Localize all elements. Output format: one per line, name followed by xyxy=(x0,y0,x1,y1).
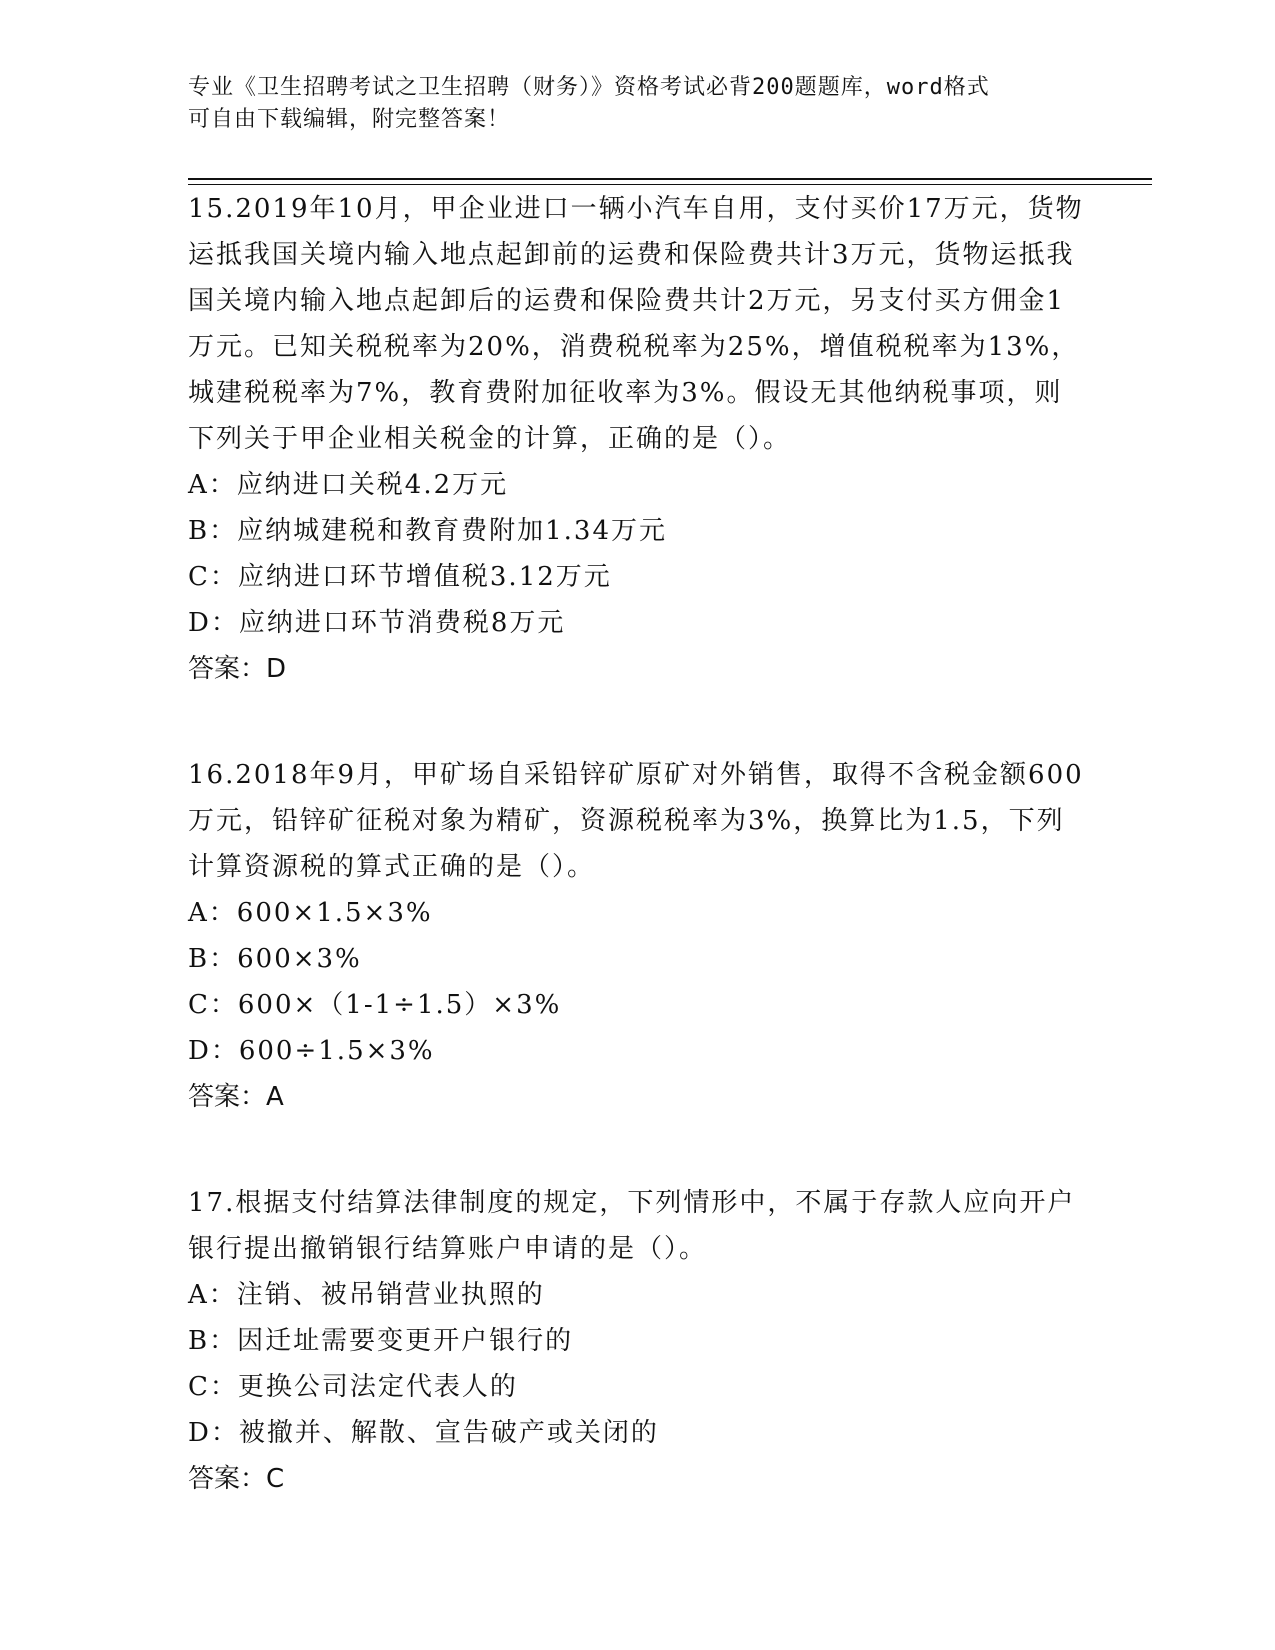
option-b: B：600×3% xyxy=(188,944,362,974)
header-line-2: 可自由下载编辑，附完整答案！ xyxy=(188,107,511,132)
option-c: C：更换公司法定代表人的 xyxy=(188,1372,518,1402)
question-spacer xyxy=(188,692,1088,752)
header-line-1: 专业《卫生招聘考试之卫生招聘（财务）》资格考试必背200题题库，word格式 xyxy=(188,75,990,100)
question-15 xyxy=(188,186,1088,692)
option-c: C：600×（1-1÷1.5）×3% xyxy=(188,990,562,1020)
answer-line: 答案：A xyxy=(188,1082,284,1112)
question-stem: 15.2019年10月，甲企业进口一辆小汽车自用，支付买价17万元，货物运抵我国关境内输入地点起卸前的运费和保险费共计3万元，货物运抵我国关境内输入地点起卸后的运费和保险费共计2万元，另支付买方佣金1万元。已知关税税率为20%，消费税税率为25%，增值税税率为13%，城建税税率为7%，教育费附加征收率为3%。假设无其他纳税事项，则下列关于甲企业相关税金的计算，正确的是（）。 xyxy=(188,194,1084,454)
header-divider-thin xyxy=(188,184,1152,185)
option-a: A：注销、被吊销营业执照的 xyxy=(188,1280,545,1310)
answer-line: 答案：D xyxy=(188,654,287,684)
option-a: A：应纳进口关税4.2万元 xyxy=(188,470,509,500)
option-d: D：600÷1.5×3% xyxy=(188,1036,435,1066)
question-list xyxy=(188,186,1088,1502)
question-spacer xyxy=(188,1120,1088,1180)
option-c: C：应纳进口环节增值税3.12万元 xyxy=(188,562,612,592)
header-divider-thick xyxy=(188,178,1152,180)
option-b: B：因迁址需要变更开户银行的 xyxy=(188,1326,574,1356)
option-a: A：600×1.5×3% xyxy=(188,898,433,928)
option-d: D：被撤并、解散、宣告破产或关闭的 xyxy=(188,1418,659,1448)
document-header xyxy=(188,72,1088,136)
question-16 xyxy=(188,752,1088,1120)
answer-line: 答案：C xyxy=(188,1464,285,1494)
option-d: D：应纳进口环节消费税8万元 xyxy=(188,608,566,638)
option-b: B：应纳城建税和教育费附加1.34万元 xyxy=(188,516,667,546)
question-17 xyxy=(188,1180,1088,1502)
question-stem: 16.2018年9月，甲矿场自采铅锌矿原矿对外销售，取得不含税金额600万元，铅锌矿征税对象为精矿，资源税税率为3%，换算比为1.5，下列计算资源税的算式正确的是（）。 xyxy=(188,760,1084,882)
question-stem: 17.根据支付结算法律制度的规定，下列情形中，不属于存款人应向开户银行提出撤销银行结算账户申请的是（）。 xyxy=(188,1188,1076,1264)
